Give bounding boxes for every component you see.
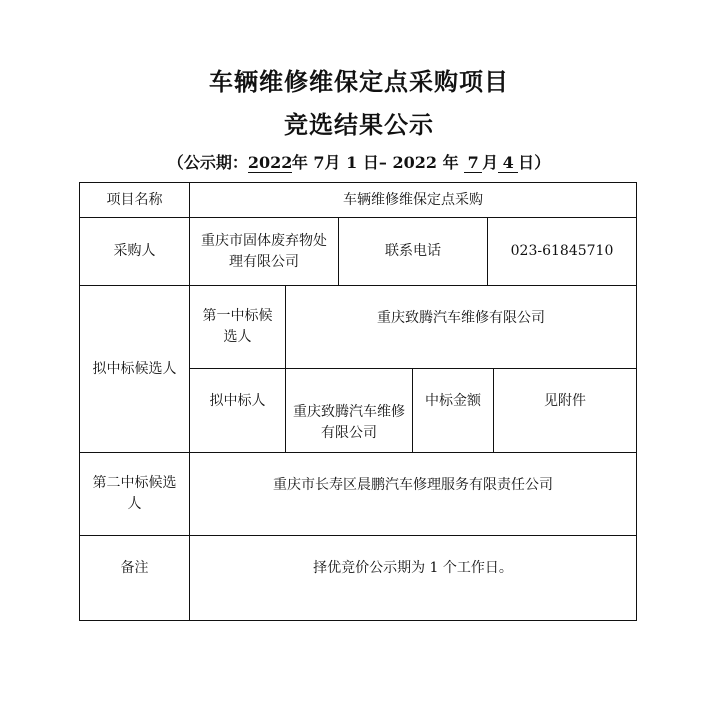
start-day-char: 日 [362,153,379,172]
table-rule [189,368,637,369]
proposed-winner-value: 重庆致腾汽车维修有限公司 [293,404,405,441]
end-year: 2022 [392,153,437,172]
table-border-bottom [79,620,637,621]
end-day-char: 日 [518,153,535,172]
remarks-value: 择优竞价公示期为 1 个工作日。 [313,559,513,576]
remarks-label: 备注 [120,559,149,576]
second-candidate-value: 重庆市长寿区晨鹏汽车修理服务有限责任公司 [273,476,553,493]
title-line-1: 车辆维修维保定点采购项目 [209,67,509,96]
candidates-label: 拟中标候选人 [92,360,177,377]
end-year-char: 年 [442,153,459,172]
project-name-value: 车辆维修维保定点采购 [343,191,483,208]
project-name-label: 项目名称 [106,191,163,208]
bid-amount-value: 见附件 [544,393,586,409]
second-candidate-label: 第二中标候选人 [92,475,177,512]
first-candidate-label: 第一中标候选人 [202,308,273,345]
title-line-2: 竞选结果公示 [284,110,434,139]
start-month-char: 月 [324,153,341,172]
close-paren: ） [534,153,551,172]
buyer-value: 重庆市固体废弃物处理有限公司 [201,232,327,270]
buyer-label: 采购人 [113,243,156,259]
first-candidate-value: 重庆致腾汽车维修有限公司 [377,309,545,326]
table-border-right [636,182,637,621]
end-month: 7 [464,154,482,173]
start-month: 7 [307,153,325,172]
start-year-char: 年 [291,153,308,172]
bid-amount-label: 中标金额 [425,393,481,409]
end-month-char: 月 [482,153,499,172]
period-label: 公示期： [183,153,248,172]
contact-value: 023-61845710 [510,243,614,259]
start-day: 1 [346,153,358,172]
open-paren: （ [167,153,184,172]
proposed-winner-label: 拟中标人 [209,393,266,409]
publicity-period [0,150,718,173]
start-year: 2022 [247,153,293,172]
end-day: 4 [498,154,518,173]
contact-label: 联系电话 [385,243,441,259]
period-dash: – [378,153,387,172]
